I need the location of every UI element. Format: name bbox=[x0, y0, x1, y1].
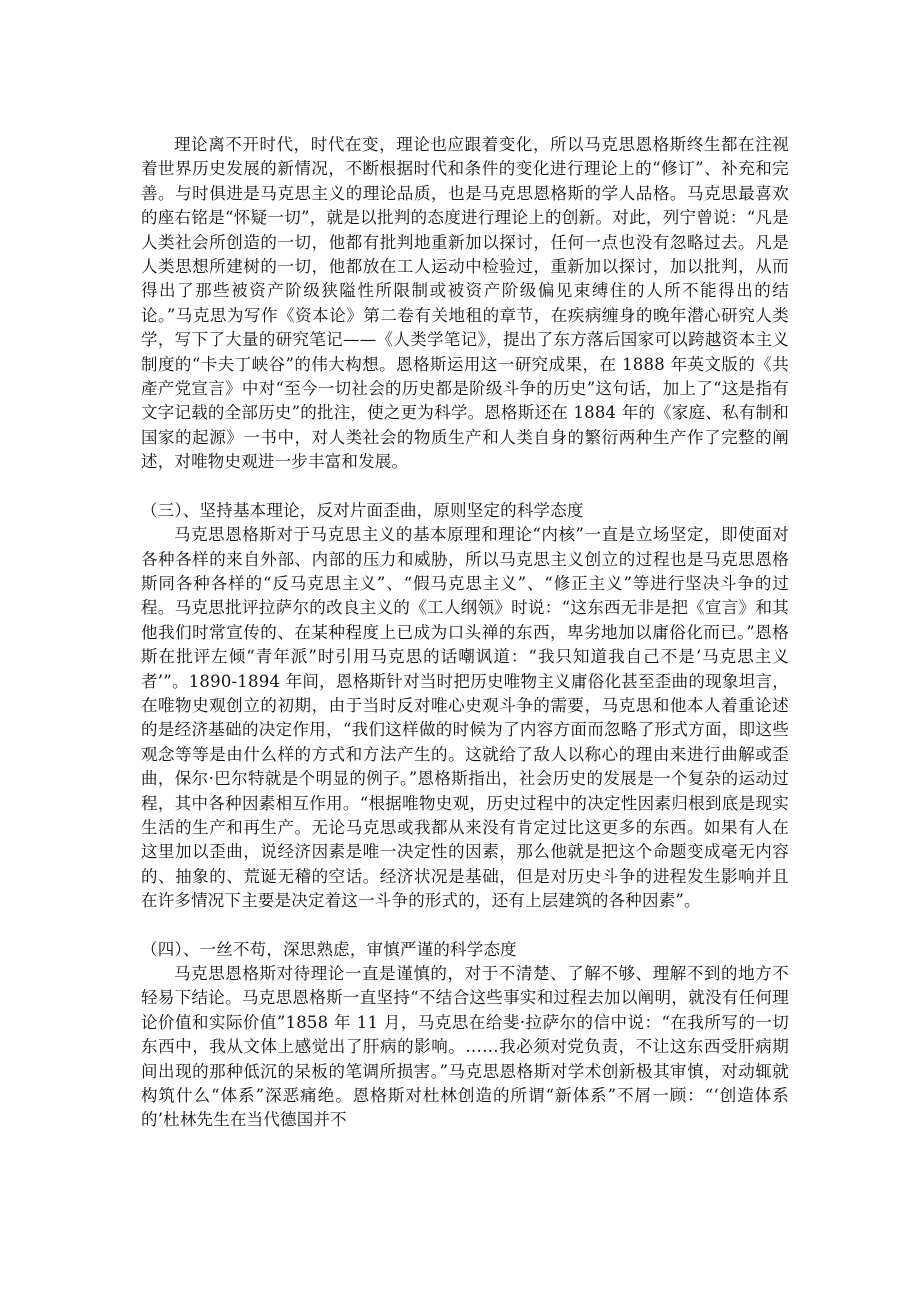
paragraph-firm-principles: 马克思恩格斯对于马克思主义的基本原理和理论“内核”一直是立场坚定，即使面对各种各样的来自外部、内部的压力和威胁，所以马克思主义创立的过程也是马克思恩格斯同各种各样的“反马克思主义”、“假马克思主义”、“修正主义”等进行坚决斗争的过程。马克思批评拉萨尔的改良主义的《工人纲领》时说：“这东西无非是把《宣言》和其他我们时常宣传的、在某种程度上已成为口头禅的东西，卑劣地加以庸俗化而已。”恩格斯在批评左倾“青年派”时引用马克思的话嘲讽道：“我只知道我自己不是‘马克思主义者’”。1890-1894 年间，恩格斯针对当时把历史唯物主义庸俗化甚至歪曲的现象坦言，在唯物史观创立的初期，由于当时反对唯心史观斗争的需要，马克思和他本人着重论述的是经济基础的决定作用，“我们这样做的时候为了内容方面而忽略了形式方面，即这些观念等等是由什么样的方式和方法产生的。这就给了敌人以称心的理由来进行曲解或歪曲，保尔·巴尔特就是个明显的例子。”恩格斯指出，社会历史的发展是一个复杂的运动过程，其中各种因素相互作用。“根据唯物史观，历史过程中的决定性因素归根到底是现实生活的生产和再生产。无论马克思或我都从来没有肯定过比这更多的东西。如果有人在这里加以歪曲，说经济因素是唯一决定性的因素，那么他就是把这个命题变成毫无内容的、抽象的、荒诞无稽的空话。经济状况是基础，但是对历史斗争的进程发生影响并且在许多情况下主要是决定着这一斗争的形式的，还有上层建筑的各种因素”。 bbox=[141, 525, 789, 911]
section-heading-3: （三）、坚持基本理论，反对片面歪曲，原则坚定的科学态度 bbox=[141, 500, 584, 520]
paragraph-rigorous-attitude: 马克思恩格斯对待理论一直是谨慎的，对于不清楚、了解不够、理解不到的地方不轻易下结论。马克思恩格斯一直坚持“不结合这些事实和过程去加以阐明，就没有任何理论价值和实际价值”1858 年 11 月，马克思在给斐·拉萨尔的信中说：“在我所写的一切东西中，我从文体上感觉出了肝病的影响。……我必须对党负责，不让这东西受肝病期间出现的那种低沉的呆板的笔调所损害。”马克思恩格斯对学术创新极其审慎，对动辄就构筑什么“体系”深恶痛绝。恩格斯对杜林创造的所谓“新体系”不屑一顾：“‘创造体系的’杜林先生在当代德国并不 bbox=[141, 964, 789, 1130]
document-page bbox=[141, 133, 789, 1133]
paragraph-theory-and-times: 理论离不开时代，时代在变，理论也应跟着变化，所以马克思恩格斯终生都在注视着世界历史发展的新情况，不断根据时代和条件的变化进行理论上的“修订”、补充和完善。与时俱进是马克思主义的理论品质，也是马克思恩格斯的学人品格。马克思最喜欢的座右铭是“怀疑一切”，就是以批判的态度进行理论上的创新。对此，列宁曾说：“凡是人类社会所创造的一切，他都有批判地重新加以探讨，任何一点也没有忽略过去。凡是人类思想所建树的一切，他都放在工人运动中检验过，重新加以探讨，加以批判，从而得出了那些被资产阶级狭隘性所限制或被资产阶级偏见束缚住的人所不能得出的结论。”马克思为写作《资本论》第二卷有关地租的章节，在疾病缠身的晚年潜心研究人类学，写下了大量的研究笔记——《人类学笔记》，提出了东方落后国家可以跨越资本主义制度的“卡夫丁峡谷”的伟大构想。恩格斯运用这一研究成果，在 1888 年英文版的《共產产党宣言》中对“至今一切社会的历史都是阶级斗争的历史”这句话，加上了“这是指有文字记载的全部历史”的批注，使之更为科学。恩格斯还在 1884 年的《家庭、私有制和国家的起源》一书中，对人类社会的物质生产和人类自身的繁衍两种生产作了完整的阐述，对唯物史观进一步丰富和发展。 bbox=[141, 135, 789, 472]
section-heading-4: （四）、一丝不苟，深思熟虑，审慎严谨的科学态度 bbox=[141, 939, 517, 959]
